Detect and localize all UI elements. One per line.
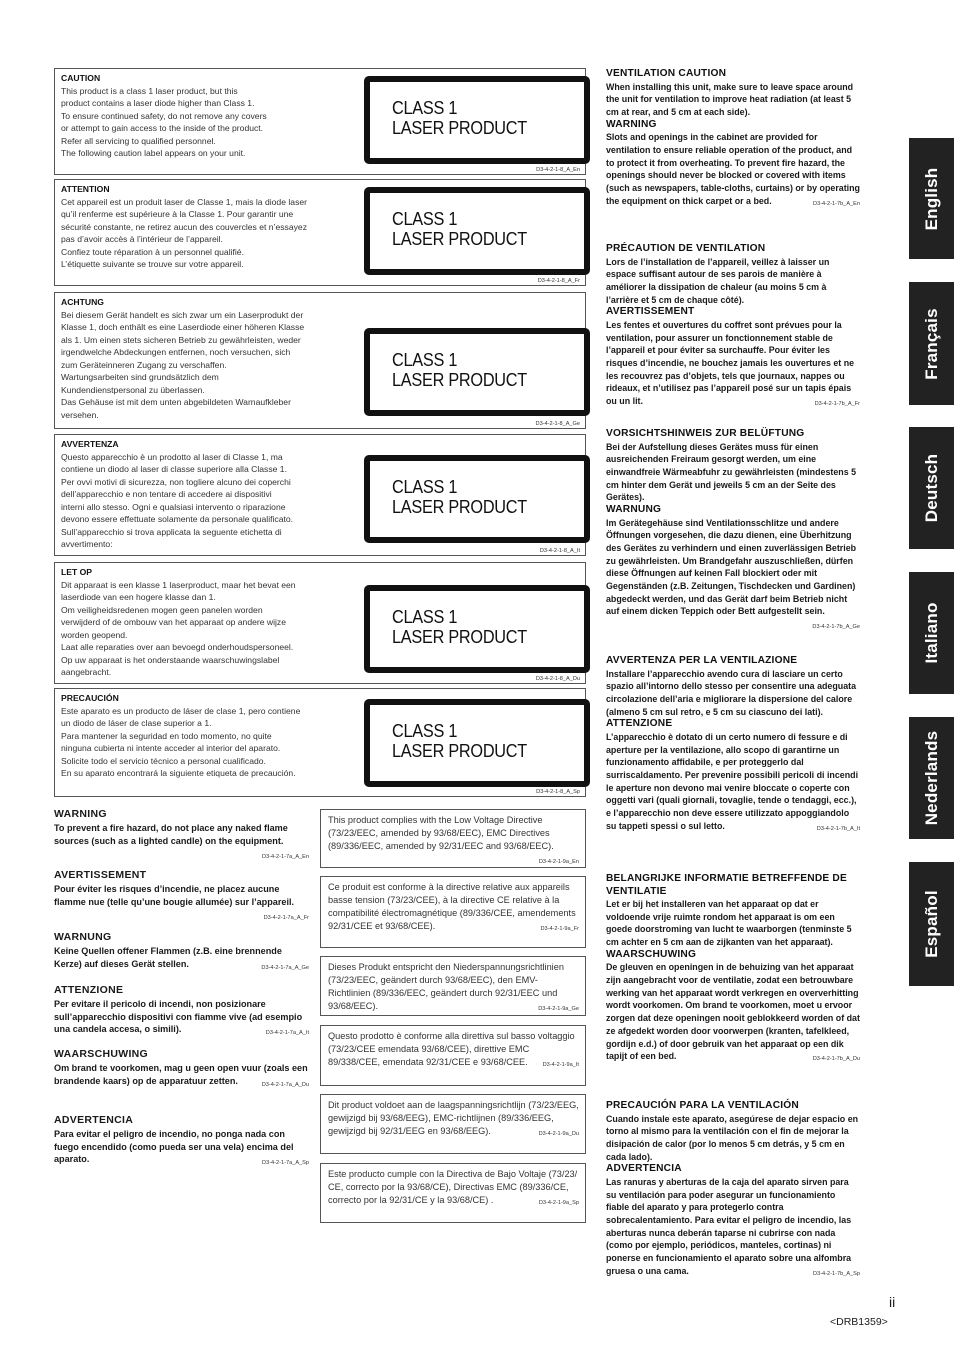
tab-italiano[interactable] bbox=[909, 572, 954, 694]
tab-francais[interactable] bbox=[909, 282, 954, 405]
warning-body: Om brand te voorkomen, mag u geen open vuur (zoals een brandende kaars) op de apparatuur zetten. bbox=[54, 1063, 308, 1086]
section-subheading: WARNING bbox=[606, 118, 657, 130]
label-line2: LASER PRODUCT bbox=[392, 116, 527, 138]
warning-heading: ATTENZIONE bbox=[54, 984, 124, 996]
section-heading: PRECAUCIÓN PARA LA VENTILACIÓN bbox=[606, 1100, 799, 1111]
section-body: De gleuven en openingen in de behuizing van het apparaat zijn aangebracht voor de ventilatie, zodat een betrouwbare werking van het apparaat wordt verkregen en oververhitting wordt voorkomen. Om brand te voorkomen, moet u ervoor zorgen dat deze openingen nooit geblokkeerd worden of dat ze afgedekt worden door voorwerpen (kranten, tafelkleed, gordijn e.d.) of door gebruik van het apparaat op een dik tapijt of een bed. bbox=[606, 962, 860, 1062]
class1-laser-label bbox=[364, 455, 590, 543]
fire-warning-en bbox=[54, 808, 309, 864]
ref-code: D3-4-2-1-7a_A_Sp bbox=[262, 1160, 309, 1166]
tab-deutsch[interactable] bbox=[909, 427, 954, 549]
caution-body: Este aparato es un producto de láser de clase 1, pero contiene un diodo de láser de clase superior a 1. Para mantener la seguridad en todo momento, no quite ninguna cubierta ni intente acceder al interior del aparato. Solicite todo el servicio técnico a personal cualificado. En su aparato encontrará la siguiente etiqueta de precaución. bbox=[61, 705, 301, 778]
tab-label: Italiano bbox=[921, 602, 941, 664]
ref-code: D3-4-2-1-9a_It bbox=[542, 1062, 579, 1068]
ref-code: D3-4-2-1-9a_Sp bbox=[538, 1200, 579, 1206]
section-body: When installing this unit, make sure to leave space around the unit for ventilation to improve heat radiation (at least 5 cm at rear, and 5 cm at each side). bbox=[606, 81, 854, 117]
tab-english[interactable] bbox=[909, 138, 954, 259]
laser-caution-du bbox=[54, 562, 586, 684]
directive-ge bbox=[320, 956, 586, 1016]
fire-warning-it bbox=[54, 984, 309, 1040]
directive-fr bbox=[320, 876, 586, 948]
directive-en bbox=[320, 809, 586, 868]
label-line1: CLASS 1 bbox=[392, 720, 458, 741]
section-body: Let er bij het installeren van het apparaat op dat er voldoende vrije ruimte rondom het apparaat is om een goede doorstroming van lucht te waarborgen (tenminste 5 cm achter en 5 cm aan de zijkanten van het apparaat). bbox=[606, 899, 852, 948]
label-line2: LASER PRODUCT bbox=[392, 227, 527, 249]
directive-sp bbox=[320, 1163, 586, 1223]
section-body: Installare l’apparecchio avendo cura di lasciare un certo spazio all’intorno dello stesso per consentire una adeguata circolazione dell’aria e migliorare la dispersione del calore (almeno 5 cm sul retro, e 5 cm su ciascuno dei lati). bbox=[606, 668, 857, 717]
tab-label: Español bbox=[921, 890, 941, 958]
warning-body: To prevent a fire hazard, do not place any naked flame sources (such as a lighted candle) on the equipment. bbox=[54, 823, 288, 846]
ref-code: D3-4-2-1-8_A_Du bbox=[535, 676, 580, 682]
label-line1: CLASS 1 bbox=[392, 349, 458, 370]
ventilation-fr bbox=[606, 243, 860, 411]
section-body: Im Gerätegehäuse sind Ventilationsschlitze und andere Öffnungen vorgesehen, die dazu dienen, eine Überhitzung des Gerätes zu verhindern und einen zuverlässigen Betrieb zu gewährleisten. Um Brandgefahr auszuschließen, dürfen diese Öffnungen auf keinen Fall blockiert oder mit Gegenständen (z.B. Zeitungen, Tischdecken und Gardinen) abgedeckt werden, und das Gerät darf beim Betrieb nicht auf einem dicken Teppich oder Bett aufgestellt sein. bbox=[606, 517, 857, 617]
section-heading: VENTILATION CAUTION bbox=[606, 68, 727, 79]
section-heading: VORSICHTSHINWEIS ZUR BELÜFTUNG bbox=[606, 428, 805, 439]
laser-caution-en bbox=[54, 68, 586, 175]
class1-laser-label bbox=[364, 585, 590, 673]
fire-warning-sp bbox=[54, 1114, 309, 1170]
warning-body: Per evitare il pericolo di incendi, non posizionare sull’apparecchio dispositivi con fiamme vive (ad esempio una candela accesa, o simili). bbox=[54, 999, 303, 1034]
section-heading: BELANGRIJKE INFORMATIE BETREFFENDE DE VENTILATIE bbox=[606, 873, 847, 897]
section-body: Las ranuras y aberturas de la caja del aparato sirven para su ventilación para poder asegurar un funcionamiento fiable del aparato y para protegerlo contra sobrecalentamiento. Para evitar el peligro de incendio, las aberturas nunca deberán taparse ni cubrirse con nada (como por ejemplo, periódicos, manteles, cortinas) ni ponerse en funcionamiento el aparato sobre una alfombra gruesa o una cama. bbox=[606, 1176, 852, 1276]
class1-laser-label bbox=[364, 328, 590, 416]
ref-code: D3-4-2-1-7b_A_Sp bbox=[813, 1270, 860, 1277]
section-body: Cuando instale este aparato, asegúrese de dejar espacio en torno al mismo para la ventilación con el fin de mejorar la disipación de calor (por lo menos 5 cm detrás, y 5 cm en cada lado). bbox=[606, 1113, 859, 1162]
laser-caution-fr bbox=[54, 179, 586, 286]
label-line1: CLASS 1 bbox=[392, 97, 458, 118]
ref-code: D3-4-2-1-7a_A_En bbox=[262, 854, 309, 860]
fire-warning-fr bbox=[54, 869, 309, 925]
label-line1: CLASS 1 bbox=[392, 208, 458, 229]
ref-code: D3-4-2-1-7b_A_Du bbox=[812, 1056, 860, 1063]
ref-code: D3-4-2-1-7b_A_En bbox=[813, 200, 860, 207]
caution-body: Bei diesem Gerät handelt es sich zwar um ein Laserprodukt der Klasse 1, doch enthält es eine Laserdiode einer höheren Klasse als 1. Um einen stets sicheren Betrieb zu gewährleisten, weder irgendwelche Abdeckungen entfernen, noch versuchen, sich zum Geräteinneren Zugang zu verschaffen. Wartungsarbeiten sind grundsätzlich dem Kundendienstpersonal zu überlassen. Das Gehäuse ist mit dem unten abgebildeten Warnaufkleber versehen. bbox=[61, 309, 305, 420]
ref-code: D3-4-2-1-8_A_Fr bbox=[537, 278, 580, 284]
warning-heading: WAARSCHUWING bbox=[54, 1048, 149, 1060]
caution-heading: PRECAUCIÓN bbox=[61, 693, 119, 703]
directive-body: Dieses Produkt entspricht den Niederspannungsrichtlinien (73/23/EEC, geändert durch 93/68/EEC), den EMV-Richtlinien (89/336/EEC, geändert durch 92/31/EEC und 93/68/EEC). bbox=[328, 962, 564, 1011]
ref-code: D3-4-2-1-9a_Fr bbox=[540, 926, 579, 932]
ref-code: D3-4-2-1-8_A_Sp bbox=[536, 789, 580, 795]
ref-code: D3-4-2-1-9a_Ge bbox=[538, 1006, 579, 1012]
warning-body: Keine Quellen offener Flammen (z.B. eine brennende Kerze) auf dieses Gerät stellen. bbox=[54, 946, 282, 969]
ventilation-it bbox=[606, 655, 860, 835]
section-subheading: WARNUNG bbox=[606, 504, 662, 516]
section-subheading: AVERTISSEMENT bbox=[606, 306, 695, 318]
label-line1: CLASS 1 bbox=[392, 606, 458, 627]
warning-body: Pour éviter les risques d’incendie, ne placez aucune flamme nue (telle qu’une bougie allumée) sur l’appareil. bbox=[54, 884, 295, 907]
caution-heading: LET OP bbox=[61, 567, 93, 577]
fire-warning-ge bbox=[54, 931, 309, 974]
section-body: L’apparecchio è dotato di un certo numero di fessure e di aperture per la ventilazione, allo scopo di garantirne un funzionamento affidabile, e per proteggerlo dal surriscaldamento. Per prevenire possibili pericoli di incendi le aperture non devono mai venire bloccate o coperte con oggetti vari (quali giornali, tovaglie, tende o tendaggi, ecc.), e l’apparecchio non deve essere utilizzato appoggiandolo su tappeti spessi o sul letto. bbox=[606, 731, 859, 831]
class1-laser-label bbox=[364, 187, 590, 275]
label-line2: LASER PRODUCT bbox=[392, 739, 527, 761]
ref-code: D3-4-2-1-8_A_Ge bbox=[535, 421, 580, 427]
ref-code: D3-4-2-1-8_A_It bbox=[539, 548, 580, 554]
warning-body: Para evitar el peligro de incendio, no ponga nada con fuego encendido (como pueda ser una vela) encima del aparato. bbox=[54, 1129, 294, 1164]
ventilation-en bbox=[606, 68, 860, 210]
warning-heading: WARNING bbox=[54, 808, 107, 820]
directive-body: This product complies with the Low Voltage Directive (73/23/EEC, amended by 93/68/EEC), EMC Directives (89/336/EEC, amended by 92/31/EEC and 93/68/EEC). bbox=[328, 815, 554, 851]
class1-laser-label bbox=[364, 76, 590, 164]
ventilation-du bbox=[606, 873, 860, 1066]
caution-heading: ATTENTION bbox=[61, 184, 110, 194]
ref-code: D3-4-2-1-7b_A_Fr bbox=[814, 401, 860, 408]
ref-code: D3-4-2-1-7a_A_It bbox=[265, 1030, 309, 1036]
caution-heading: CAUTION bbox=[61, 73, 101, 83]
ref-code: D3-4-2-1-9a_En bbox=[538, 859, 579, 865]
warning-heading: ADVERTENCIA bbox=[54, 1114, 134, 1126]
laser-caution-sp bbox=[54, 688, 586, 797]
class1-laser-label bbox=[364, 699, 590, 787]
section-heading: AVVERTENZA PER LA VENTILAZIONE bbox=[606, 655, 798, 666]
ref-code: D3-4-2-1-8_A_En bbox=[536, 167, 580, 173]
tab-espanol[interactable] bbox=[909, 862, 954, 986]
caution-heading: ACHTUNG bbox=[61, 297, 104, 307]
directive-du bbox=[320, 1094, 586, 1154]
page-number: ii bbox=[889, 1294, 896, 1310]
label-line2: LASER PRODUCT bbox=[392, 625, 527, 647]
warning-heading: AVERTISSEMENT bbox=[54, 869, 147, 881]
ref-code: D3-4-2-1-7b_A_Ge bbox=[812, 624, 860, 631]
section-body: Slots and openings in the cabinet are provided for ventilation to ensure reliable operation of the product, and to protect it from overheating. To prevent fire hazard, the openings should never be blocked or covered with items (such as newspapers, table-cloths, curtains) or by operating the equipment on thick carpet or a bed. bbox=[606, 132, 860, 206]
tab-label: Français bbox=[921, 307, 941, 380]
directive-body: Ce produit est conforme à la directive relative aux appareils basse tension (73/23/CEE), à la directive CE relative à la compatibilité électromagnétique (89/336/CEE, amendements 92/31/CEE et 93/68/CEE). bbox=[328, 882, 576, 931]
ref-code: D3-4-2-1-7b_A_It bbox=[816, 825, 860, 832]
section-heading: PRÉCAUTION DE VENTILATION bbox=[606, 243, 766, 254]
directive-body: Questo prodotto è conforme alla direttiva sul basso voltaggio (73/23/CEE emendata 93/68/CEE), direttive EMC 89/338/CEE, emendata 92/31/CEE e 93/68/CEE. bbox=[328, 1031, 575, 1067]
directive-it bbox=[320, 1025, 586, 1086]
caution-body: Cet appareil est un produit laser de Classe 1, mais la diode laser qu’il renferme est supérieure à la Classe 1. Pour garantir une sécurité constante, ne retirez aucun des couvercles et n’essayez pas d’avoir accès à l’intérieur de l’appareil. Confiez toute réparation à un personnel qualifié. L’étiquette suivante se trouve sur votre appareil. bbox=[61, 196, 308, 269]
tab-label: Nederlands bbox=[921, 730, 941, 826]
laser-caution-ge bbox=[54, 292, 586, 429]
section-subheading: ADVERTENCIA bbox=[606, 1163, 682, 1175]
label-line2: LASER PRODUCT bbox=[392, 368, 527, 390]
section-subheading: ATTENZIONE bbox=[606, 718, 673, 730]
tab-nederlands[interactable] bbox=[909, 717, 954, 839]
directive-body: Dit product voldoet aan de laagspanningsrichtlijn (73/23/EEG, gewijzigd bij 93/68/EEG), EMC-richtlijnen (89/336/EEG, gewijzigd bij 92/31/EEG en 93/68/EEG). bbox=[328, 1100, 579, 1136]
ventilation-sp bbox=[606, 1100, 860, 1280]
section-body: Lors de l’installation de l’appareil, veillez à laisser un espace suffisant autour de ses parois de manière à améliorer la dissipation de chaleur (au moins 5 cm à l’arrière et 5 cm de chaque côté). bbox=[606, 256, 830, 305]
directive-body: Este producto cumple con la Directiva de Bajo Voltaje (73/23/ CE, correcto por la 93/68/CE), Directivas EMC (89/336/CE, correcto por la 92/31/CE y la 93/68/CE) . bbox=[328, 1169, 578, 1205]
section-body: Bei der Aufstellung dieses Gerätes muss für einen ausreichenden Freiraum gesorgt werden, um eine einwandfreie Wärmeabfuhr zu gewährleisten (mindestens 5 cm hinter dem Gerät und jeweils 5 cm an der Seite des Gerätes). bbox=[606, 441, 857, 503]
label-line1: CLASS 1 bbox=[392, 476, 458, 497]
caution-body: This product is a class 1 laser product, but this product contains a laser diode higher than Class 1. To ensure continued safety, do not remove any covers or attempt to gain access to the inside of the product. Refer all servicing to qualified personnel. The following caution label appears on your unit. bbox=[61, 85, 267, 158]
ref-code: D3-4-2-1-9a_Du bbox=[538, 1131, 579, 1137]
ref-code: D3-4-2-1-7a_A_Du bbox=[261, 1081, 309, 1088]
laser-caution-it bbox=[54, 434, 586, 556]
document-id: <DRB1359> bbox=[830, 1316, 888, 1328]
ventilation-ge bbox=[606, 428, 860, 634]
label-line2: LASER PRODUCT bbox=[392, 495, 527, 517]
section-subheading: WAARSCHUWING bbox=[606, 948, 697, 960]
caution-body: Dit apparaat is een klasse 1 laserproduct, maar het bevat een laserdiode van een hogere klasse dan 1. Om veiligheidsredenen mogen geen panelen worden verwijderd of de ombouw van het apparaat op andere wijze worden geopend. Laat alle reparaties over aan bevoegd onderhoudspersoneel. Op uw apparaat is het onderstaande waarschuwingslabel aangebracht. bbox=[61, 579, 296, 677]
ref-code: D3-4-2-1-7a_A_Ge bbox=[261, 964, 309, 971]
tab-label: English bbox=[921, 167, 941, 230]
tab-label: Deutsch bbox=[921, 453, 941, 523]
fire-warning-du bbox=[54, 1048, 309, 1091]
caution-heading: AVVERTENZA bbox=[61, 439, 119, 449]
section-body: Les fentes et ouvertures du coffret sont prévues pour la ventilation, pour assurer un fonctionnement stable de l’appareil et pour éviter sa surchauffe. Pour éviter les risques d’incendie, ne bouchez jamais les ouvertures et ne les recouvrez pas d’objets, tels que journaux, nappes ou rideaux, et n’utilisez pas l’appareil posé sur un tapis épais ou un lit. bbox=[606, 319, 855, 407]
ref-code: D3-4-2-1-7a_A_Fr bbox=[263, 915, 309, 921]
caution-body: Questo apparecchio è un prodotto al laser di Classe 1, ma contiene un diodo al laser di classe superiore alla Classe 1. Per ovvi motivi di sicurezza, non togliere alcuno dei coperchi dell’apparecchio e non tentare di accedere ai dispositivi interni allo stesso. Ogni e qualsiasi intervento o riparazione devono essere effettuate solamente da personale qualificato. Sull’apparecchio si trova applicata la seguente etichetta di avvertimento: bbox=[61, 451, 294, 549]
warning-heading: WARNUNG bbox=[54, 931, 112, 943]
